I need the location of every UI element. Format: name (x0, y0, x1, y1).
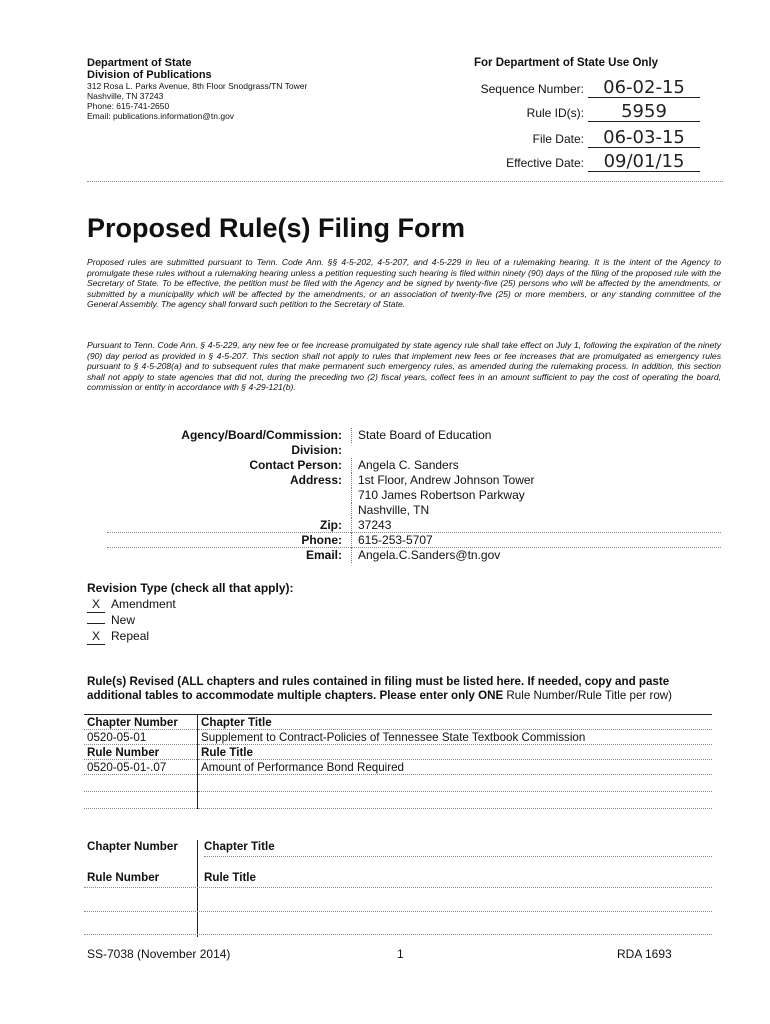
agency-divider-1 (107, 532, 721, 533)
chapter-number-header-2: Chapter Number (87, 840, 178, 853)
phone-value[interactable]: 615-253-5707 (351, 533, 433, 548)
hearing-paragraph: Proposed rules are submitted pursuant to Tenn. Code Ann. §§ 4-5-202, 4-5-207, and 4-5-229 in lieu of a rulemaking hearing. It is the intent of the Agency to promulgate these rules without a rulemaking hearing unless a petition requesting such hearing is filed within ninety (90) days of the filing of the proposed rule with the Secretary of State. To be effective, the petition must be filed with the Agency and be signed by twenty-five (25) persons who will be affected by the amendments, or submitted by a municipality which will be affected by the amendments, or an association of twenty-five (25) or more members, or any standing committee of the General Assembly. The agency shall forward such petition to the Secretary of State. (87, 257, 721, 310)
rule-id-label: Rule ID(s): (526, 106, 584, 120)
revision-option-amendment[interactable] (87, 596, 294, 612)
rule-title-header-2: Rule Title (204, 871, 256, 884)
chapter-title-cell[interactable]: Supplement to Contract-Policies of Tennessee State Textbook Commission (198, 730, 713, 745)
column-divider (197, 840, 198, 937)
rules-table (84, 714, 712, 809)
rule-number-header: Rule Number (84, 745, 198, 760)
effective-date-label: Effective Date: (506, 156, 584, 170)
division-label: Division: (291, 443, 342, 457)
chapter-title-header: Chapter Title (198, 715, 713, 730)
address-row-2 (87, 488, 721, 503)
office-use-heading: For Department of State Use Only (474, 57, 659, 69)
department-email: Email: publications.information@tn.gov (87, 111, 235, 121)
email-label: Email: (305, 548, 342, 562)
new-label: New (111, 613, 136, 627)
repeal-label: Repeal (111, 629, 150, 643)
rules-intro-one: ONE (478, 689, 504, 702)
new-checkbox[interactable] (87, 623, 105, 624)
effective-date-value: 09/01/15 (588, 153, 700, 172)
amendment-checkbox[interactable]: X (87, 596, 105, 613)
address-label: Address: (289, 473, 342, 487)
sequence-number-value: 06-02-15 (588, 79, 700, 98)
rules-intro-bold: Rule(s) Revised (ALL chapters and rules contained in filing must be listed here. If needed, copy and paste additional tables to accommodate multiple chapters. Please enter only (87, 675, 670, 702)
table-row (84, 715, 712, 730)
address-row-3 (87, 503, 721, 518)
rule-title-cell[interactable]: Amount of Performance Bond Required (198, 760, 713, 775)
repeal-checkbox[interactable]: X (87, 628, 105, 645)
row-line (84, 911, 712, 912)
row-line (204, 856, 712, 857)
agency-value[interactable]: State Board of Education (351, 428, 491, 443)
address-line-1[interactable]: 1st Floor, Andrew Johnson Tower (351, 473, 535, 488)
file-date-row (533, 129, 700, 148)
agency-block (87, 428, 721, 568)
chapter-number-cell[interactable]: 0520-05-01 (84, 730, 198, 745)
empty-cell[interactable] (198, 792, 713, 809)
rules-intro-tail: Rule Number/Rule Title per row) (503, 689, 673, 702)
department-phone: Phone: 615-741-2650 (87, 101, 170, 111)
table-row (84, 745, 712, 760)
email-value[interactable]: Angela.C.Sanders@tn.gov (351, 548, 500, 563)
empty-cell[interactable] (198, 775, 713, 792)
sequence-number-label: Sequence Number: (480, 82, 584, 96)
contact-value[interactable]: Angela C. Sanders (351, 458, 459, 473)
row-line (84, 934, 712, 935)
email-row (87, 548, 721, 563)
contact-label: Contact Person: (249, 458, 342, 472)
empty-cell[interactable] (84, 792, 198, 809)
rule-id-row (527, 103, 700, 122)
rules-table-blank (84, 840, 712, 940)
revision-option-repeal[interactable] (87, 628, 294, 644)
amendment-label: Amendment (111, 597, 176, 611)
page-title: Proposed Rule(s) Filing Form (87, 213, 466, 243)
address-line-2[interactable]: 710 James Robertson Parkway (351, 488, 525, 503)
table-row (84, 775, 712, 792)
office-use-block (474, 57, 724, 177)
footer-rda-code: RDA 1693 (617, 947, 672, 961)
rule-id-value: 5959 (588, 103, 700, 122)
fee-paragraph: Pursuant to Tenn. Code Ann. § 4-5-229, any new fee or fee increase promulgated by state agency rule shall take effect on July 1, following the expiration of the ninety (90) day period as provided in § 4-5-207. This section shall not apply to rules that implement new fees or fee increases that are promulgated as emergency rules pursuant to § 4-5-208(a) and to subsequent rules that make permanent such emergency rules, as amended during the rulemaking process. In addition, this section shall not apply to state agencies that did not, during the preceding two (2) fiscal years, collect fees in an amount sufficient to pay the cost of operating the board, commission or entity in accordance with § 4-29-121(b). (87, 340, 721, 393)
chapter-number-header: Chapter Number (84, 715, 198, 730)
footer-page-number: 1 (397, 947, 404, 961)
department-city: Nashville, TN 37243 (87, 91, 164, 101)
revision-block (87, 580, 294, 644)
rule-number-header-2: Rule Number (87, 871, 160, 884)
department-address: 312 Rosa L. Parks Avenue, 8th Floor Snodgrass/TN Tower (87, 81, 308, 91)
footer-form-number: SS-7038 (November 2014) (87, 947, 231, 961)
phone-label: Phone: (301, 533, 342, 547)
empty-cell[interactable] (84, 775, 198, 792)
address-row (87, 473, 721, 488)
zip-value[interactable]: 37243 (351, 518, 391, 533)
sequence-number-row (481, 79, 700, 98)
file-date-label: File Date: (532, 132, 584, 146)
table-row (84, 730, 712, 745)
file-date-value: 06-03-15 (588, 129, 700, 148)
rule-number-cell[interactable]: 0520-05-01-.07 (84, 760, 198, 775)
division-row (87, 443, 721, 458)
header-divider (87, 181, 723, 182)
table-row (84, 760, 712, 775)
revision-heading: Revision Type (check all that apply): (87, 581, 294, 595)
agency-row (87, 428, 721, 443)
chapter-title-header-2: Chapter Title (204, 840, 275, 853)
revision-option-new[interactable] (87, 612, 294, 628)
phone-row (87, 533, 721, 548)
agency-label: Agency/Board/Commission: (181, 428, 342, 442)
division-name: Division of Publications (87, 69, 212, 81)
zip-row (87, 518, 721, 533)
address-line-3[interactable]: Nashville, TN (351, 503, 429, 518)
table-row (84, 792, 712, 809)
department-block (87, 57, 307, 121)
rule-title-header: Rule Title (198, 745, 713, 760)
contact-row (87, 458, 721, 473)
zip-label: Zip: (320, 518, 342, 532)
rules-intro (87, 675, 727, 703)
row-line (84, 887, 712, 888)
agency-divider-2 (107, 547, 721, 548)
department-name: Department of State (87, 57, 192, 69)
effective-date-row (506, 153, 700, 172)
